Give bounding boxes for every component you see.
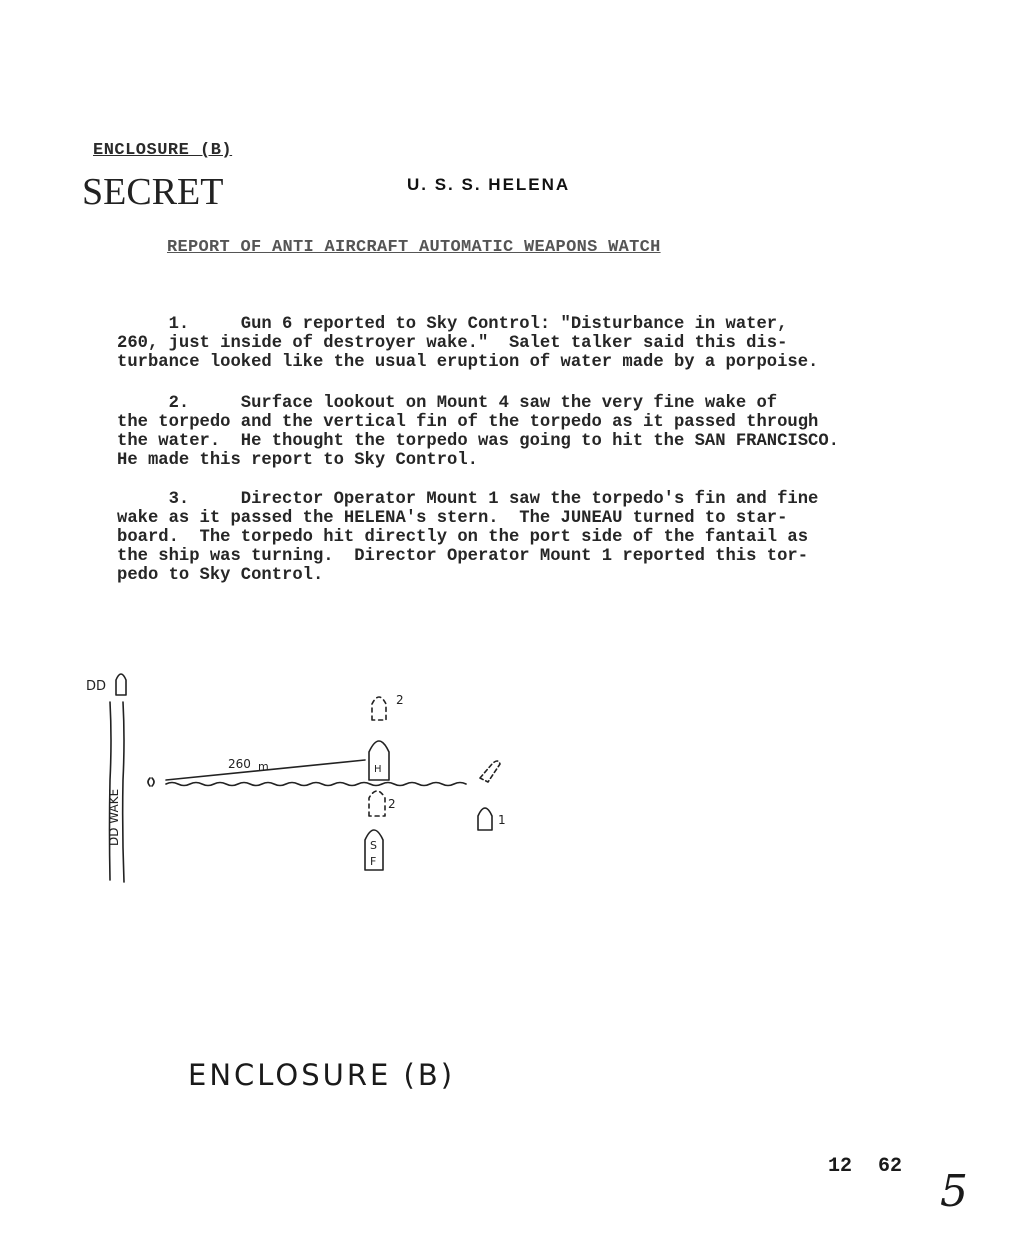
wake-label: DD WAKE (107, 788, 121, 846)
juneau-mark-label: 1 (498, 813, 506, 827)
dashed-position-top (372, 697, 386, 720)
torpedo-sketch (80, 660, 520, 890)
disturbance-mark (148, 778, 154, 786)
sf-label-f: F (370, 855, 377, 868)
helena-label: H (374, 764, 382, 775)
enclosure-header: ENCLOSURE (B) (93, 141, 233, 160)
handwritten-enclosure: ENCLOSURE (B) (188, 1058, 456, 1092)
paragraph-1: 1. Gun 6 reported to Sky Control: "Disturbance in water, 260, just inside of destroyer wake." Salet talker said this dis- turbance looked like the usual eruption of water made by a porpoise. (117, 315, 819, 372)
dd-label: DD (86, 679, 107, 694)
dashed-position-mid (369, 791, 385, 816)
torpedo-wake (166, 783, 466, 786)
juneau-dashed-icon (480, 761, 500, 782)
position-2-top-label: 2 (396, 693, 404, 707)
destroyer-icon (116, 674, 126, 695)
juneau-icon (478, 808, 492, 830)
wake-line-right (123, 702, 124, 882)
range-unit-label: m (258, 760, 269, 773)
paragraph-3: 3. Director Operator Mount 1 saw the torpedo's fin and fine wake as it passed the HELENA's stern. The JUNEAU turned to star- board. The torpedo hit directly on the port side of the fantail as the ship was turning. Director Operator Mount 1 reported this tor- pedo to Sky Control. (117, 490, 819, 585)
sf-label-s: S (370, 839, 377, 852)
secret-stamp: SECRET (82, 171, 224, 213)
range-label: 260 (228, 757, 251, 771)
handwritten-number-text: 5 (940, 1166, 968, 1217)
report-title: REPORT OF ANTI AIRCRAFT AUTOMATIC WEAPONS WATCH (167, 238, 661, 257)
ship-title: U. S. S. HELENA (407, 175, 571, 194)
paragraph-2: 2. Surface lookout on Mount 4 saw the very fine wake of the torpedo and the vertical fin of the torpedo as it passed through the water. He thought the torpedo was going to hit the SAN FRANCISCO. He made this report to Sky Control. (117, 394, 839, 470)
page-number: 12 62 (828, 1155, 903, 1178)
handwritten-number (936, 1160, 996, 1220)
position-2-mid-label: 2 (388, 797, 396, 811)
